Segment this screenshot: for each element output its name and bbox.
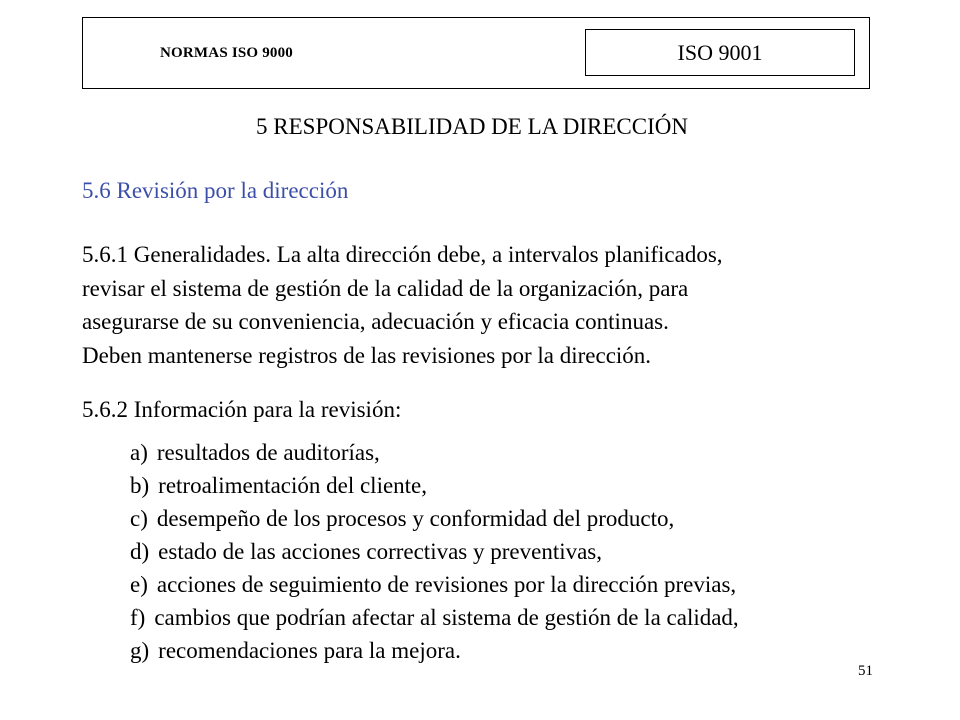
list-item-letter: g) [130, 638, 150, 663]
paragraph-line: asegurarse de su conveniencia, adecuación y eficacia continuas. [82, 309, 669, 334]
list-heading: 5.6.2 Información para la revisión: [82, 397, 402, 422]
section-title: 5 RESPONSABILIDAD DE LA DIRECCIÓN [256, 114, 688, 139]
list-item-letter: a) [130, 440, 148, 465]
list-item-letter: f) [130, 605, 146, 630]
list-item-text: acciones de seguimiento de revisiones por la dirección previas, [156, 572, 737, 597]
page-number: 51 [858, 663, 873, 679]
list-item-text: estado de las acciones correctivas y preventivas, [158, 539, 603, 564]
list-item [130, 535, 739, 568]
review-input-list [130, 436, 739, 667]
list-item-text: desempeño de los procesos y conformidad del producto, [156, 506, 675, 531]
subsection-title: 5.6 Revisión por la dirección [82, 178, 349, 203]
paragraph-line: revisar el sistema de gestión de la calidad de la organización, para [82, 275, 689, 301]
header-right-label: ISO 9001 [677, 39, 763, 65]
list-item-letter: b) [130, 473, 150, 498]
list-item [130, 469, 739, 502]
list-item-letter: e) [130, 572, 148, 597]
list-item-text: recomendaciones para la mejora. [158, 638, 461, 663]
list-item [130, 601, 739, 634]
list-item [130, 502, 739, 535]
list-item-text: cambios que podrían afectar al sistema de gestión de la calidad, [154, 605, 739, 630]
header-box [82, 17, 870, 89]
list-item-text: retroalimentación del cliente, [158, 473, 428, 498]
list-item [130, 436, 739, 469]
paragraph-line: 5.6.1 Generalidades. La alta dirección debe, a intervalos planificados, [82, 242, 723, 267]
header-right-box [585, 29, 855, 76]
list-item-text: resultados de auditorías, [156, 440, 380, 465]
list-item-letter: d) [130, 539, 150, 564]
list-item [130, 634, 739, 667]
list-item [130, 568, 739, 601]
body-paragraph [82, 238, 872, 372]
header-left-label: NORMAS ISO 9000 [160, 45, 294, 61]
paragraph-line: Deben mantenerse registros de las revisiones por la dirección. [82, 342, 652, 368]
list-item-letter: c) [130, 506, 148, 531]
